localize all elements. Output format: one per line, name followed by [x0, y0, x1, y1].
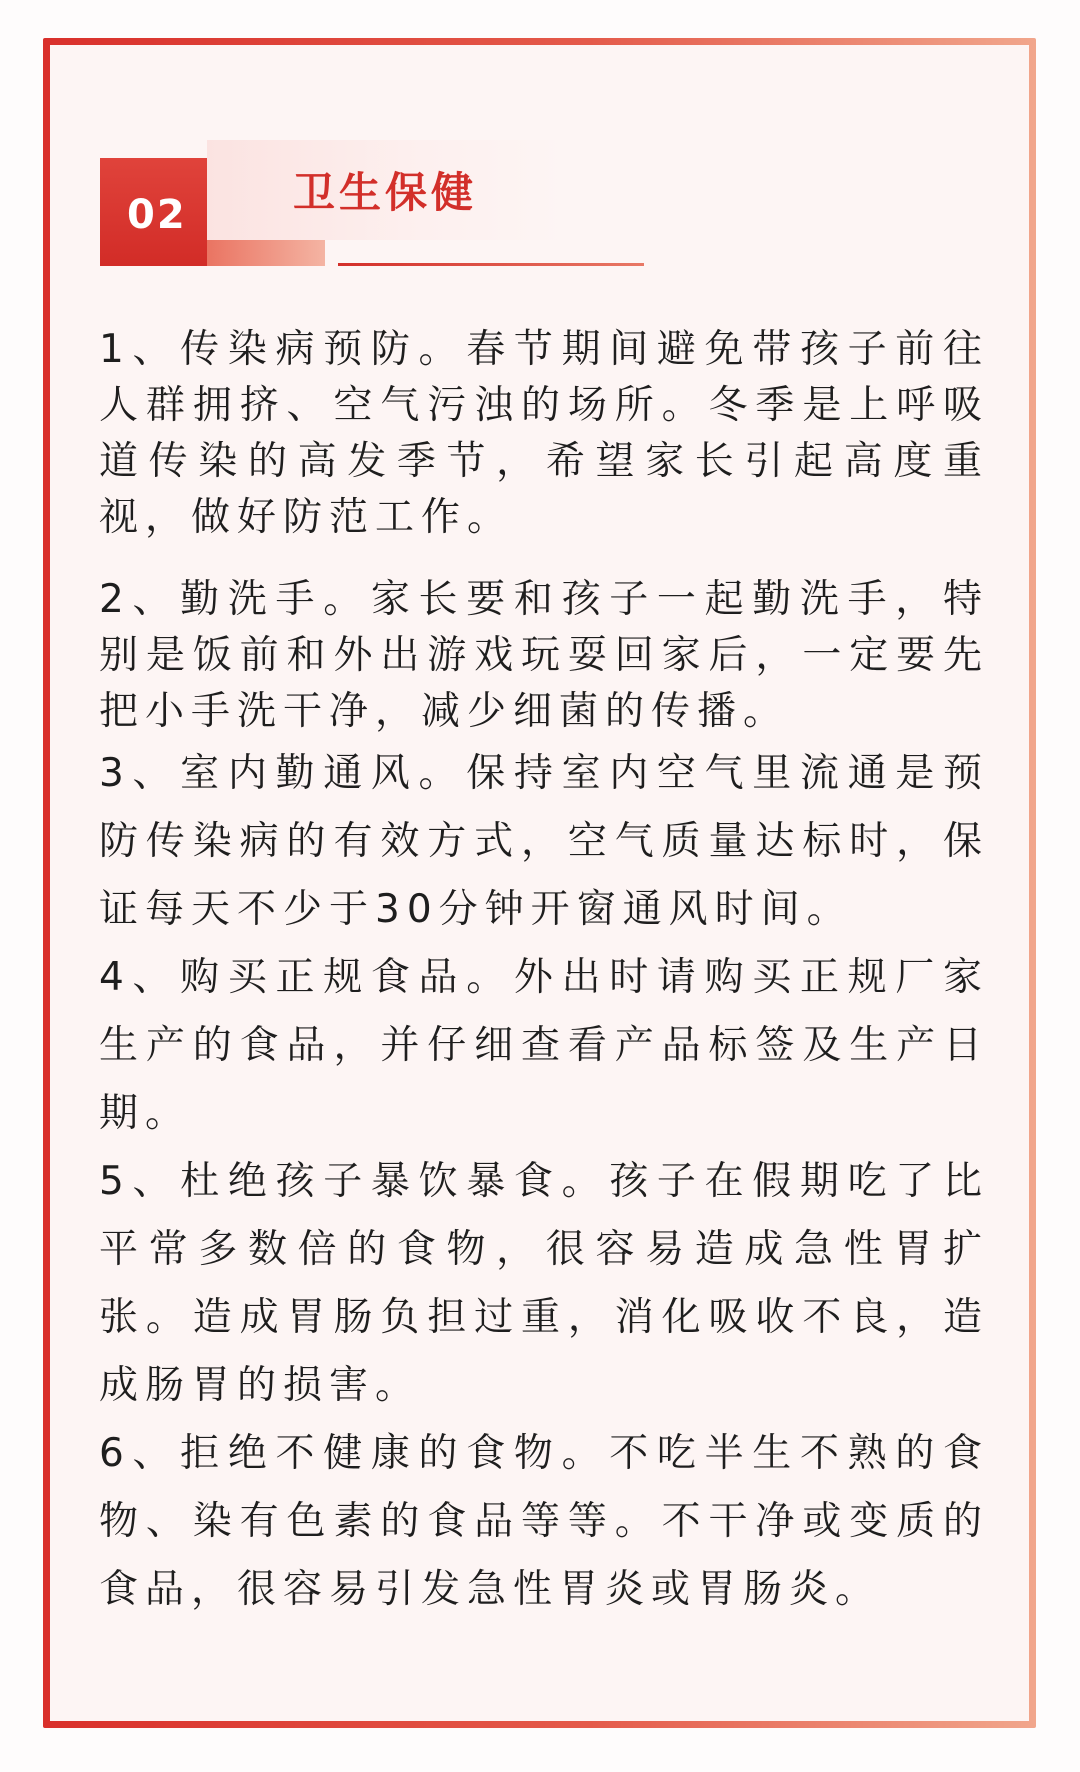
- section-title: 卫生保健: [293, 168, 478, 217]
- tip-item-2: 2、勤洗手。家长要和孩子一起勤洗手，特别是饭前和外出游戏玩耍回家后，一定要先把小手洗干净，减少细菌的传播。: [99, 577, 989, 734]
- section-accent-bar: [207, 240, 325, 266]
- tips-list: [99, 322, 989, 1624]
- tip-item-6: 6、拒绝不健康的食物。不吃半生不熟的食物、染有色素的食品等等。不干净或变质的食品，很容易引发急性胃炎或胃肠炎。: [99, 1431, 989, 1612]
- tip-item-4: 4、购买正规食品。外出时请购买正规厂家生产的食品，并仔细查看产品标签及生产日期。: [99, 955, 989, 1136]
- section-number-badge: 02: [100, 158, 207, 266]
- section-title-underline: [338, 263, 644, 266]
- tip-item-3: 3、室内勤通风。保持室内空气里流通是预防传染病的有效方式，空气质量达标时，保证每天不少于30分钟开窗通风时间。: [99, 751, 989, 932]
- tip-item-5: 5、杜绝孩子暴饮暴食。孩子在假期吃了比平常多数倍的食物，很容易造成急性胃扩张。造成胃肠负担过重，消化吸收不良，造成肠胃的损害。: [99, 1159, 989, 1408]
- tip-item-1: 1、传染病预防。春节期间避免带孩子前往人群拥挤、空气污浊的场所。冬季是上呼吸道传染的高发季节，希望家长引起高度重视，做好防范工作。: [99, 327, 989, 540]
